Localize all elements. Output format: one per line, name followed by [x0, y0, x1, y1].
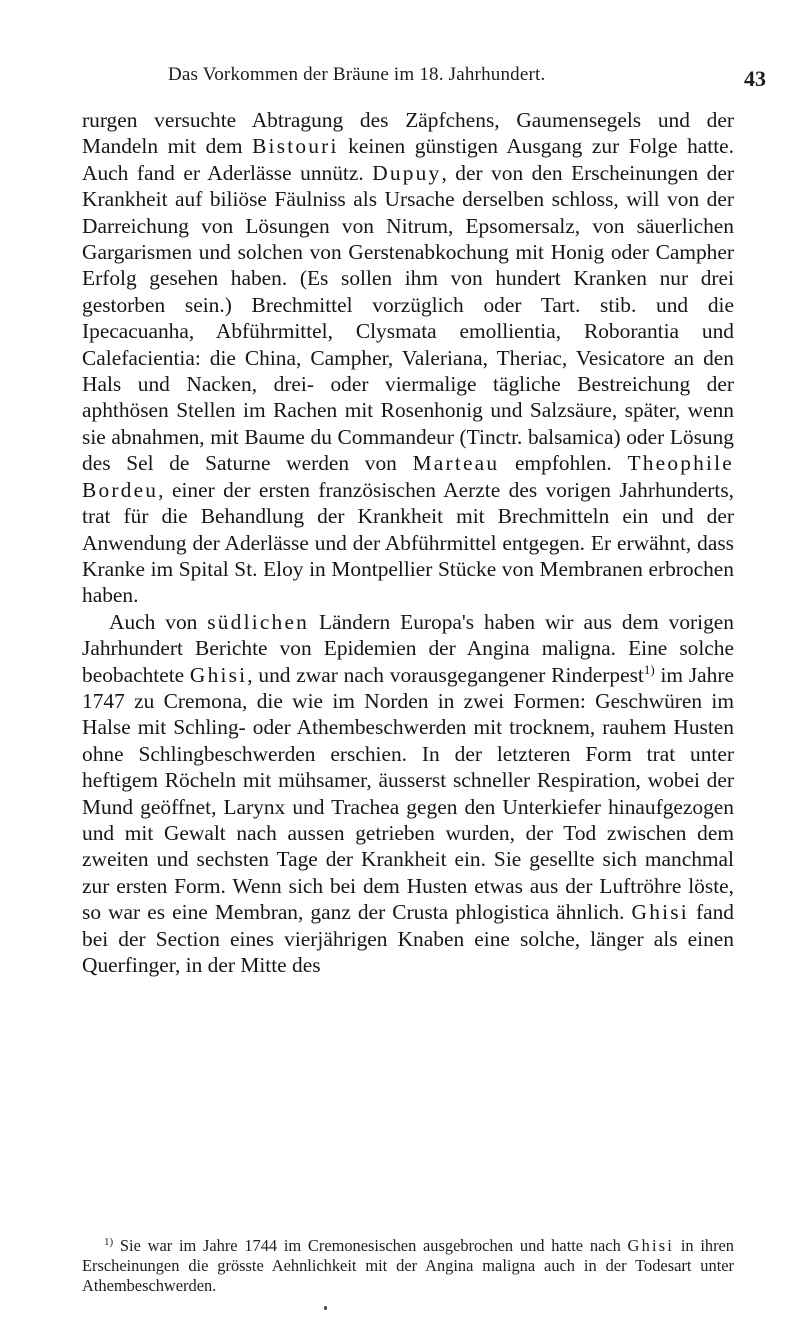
footnote-mark: 1): [104, 1236, 114, 1248]
paragraph-1-text: rurgen versuchte Abtragung des Zäpfchens, Gaumensegels und der Mandeln mit dem: [82, 108, 734, 159]
paragraph-1-text: empfohlen.: [499, 451, 628, 476]
page-number: 43: [744, 66, 766, 91]
footnote-text: Sie war im Jahre 1744 im Cremonesischen ausgebrochen und hatte nach: [113, 1236, 628, 1255]
footnote-reference: 1): [643, 661, 655, 677]
name-ghisi: Ghisi: [189, 662, 248, 687]
paragraph-2-text: Auch von: [109, 609, 208, 634]
name-marteau: Marteau: [412, 451, 500, 476]
name-ghisi: Ghisi: [627, 1236, 675, 1255]
paragraph-1-text: keinen günstigen Ausgang zur Folge hatte. Auch fand er Aderlässe unnütz.: [82, 134, 735, 185]
paragraph-2-text: fand bei der Section eines vierjährigen Knaben eine solche, länger als einen Querfinger, in der Mitte des: [82, 900, 734, 977]
paragraph-2-text: im Jahre 1747 zu Cremona, die wie im Norden in zwei Formen: Geschwüren im Halse mit Schling- oder Athembeschwerden mit trocknem, rauhem Husten ohne Schlingbeschwerden erschien. In der letzteren Form trat unter heftigem Röcheln mit mühsamer, äusserst schneller Respiration, wobei der Mund geöffnet, Larynx und Trachea gegen den Unterkiefer hinaufgezogen und mit Gewalt nach aussen getrieben wurden, der Tod zwischen dem zweiten und sechsten Tage der Krankheit ein. Sie gesellte sich manchmal zur ersten Form. Wenn sich bei dem Husten etwas aus der Luftröhre löste, so war es eine Membran, ganz der Crusta phlogistica ähnlich.: [82, 662, 734, 925]
emphasis-suedlichen: südlichen: [207, 609, 310, 634]
paragraph-1: [82, 107, 734, 609]
main-text: [82, 107, 734, 978]
paragraph-2-text: , und zwar nach vorausgegangener Rinderpest: [247, 662, 644, 687]
footnote: [82, 1236, 734, 1296]
name-ghisi: Ghisi: [631, 900, 689, 925]
name-bordeu: Theophile Bordeu: [82, 451, 734, 502]
paragraph-1-text: , einer der ersten französischen Aerzte des vorigen Jahrhunderts, trat für die Behandlung der Krankheit mit Brechmitteln ein und der Anwendung der Aderlässe und der Abführmittel entgegen. Er erwähnt, dass Kranke im Spital St. Eloy in Montpellier Stücke von Membranen erbrochen haben.: [82, 477, 734, 608]
name-dupuy: Dupuy: [372, 160, 442, 185]
paragraph-2-text: Ländern Europa's haben wir aus dem vorigen Jahrhundert Berichte von Epidemien der Angina maligna. Eine solche beobachtete: [82, 609, 734, 687]
paragraph-1-text: , der von den Erscheinungen der Krankheit auf biliöse Fäulniss als Ursache derselben schloss, will von der Darreichung von Lösungen von Nitrum, Epsomersalz, von säuerlichen Gargarismen und solchen von Gerstenabkochung mit Honig oder Campher Erfolg gesehen haben. (Es sollen ihm von hundert Kranken nur drei gestorben sein.) Brechmittel vorzüglich oder Tart. stib. und die Ipecacuanha, Abführmittel, Clysmata emollientia, Roborantia und Calefacientia: die China, Campher, Valeriana, Theriac, Vesicatore an den Hals und Nacken, drei- oder viermalige tägliche Bestreichung der aphthösen Stellen im Rachen mit Rosenhonig und Salzsäure, später, wenn sie abnahmen, mit Baume du Commandeur (Tinctr. balsamica) oder Lösung des Sel de Saturne werden von: [82, 160, 734, 476]
ink-speck: [324, 1306, 327, 1310]
paragraph-2: [82, 609, 734, 979]
name-bistouri: Bistouri: [252, 134, 339, 159]
footnote-text: in ihren Erscheinungen die grösste Aehnlichkeit mit der Angina maligna auch in der Todesart unter Athembeschwerden.: [82, 1236, 734, 1295]
running-title: Das Vorkommen der Bräune im 18. Jahrhundert.: [168, 64, 546, 85]
